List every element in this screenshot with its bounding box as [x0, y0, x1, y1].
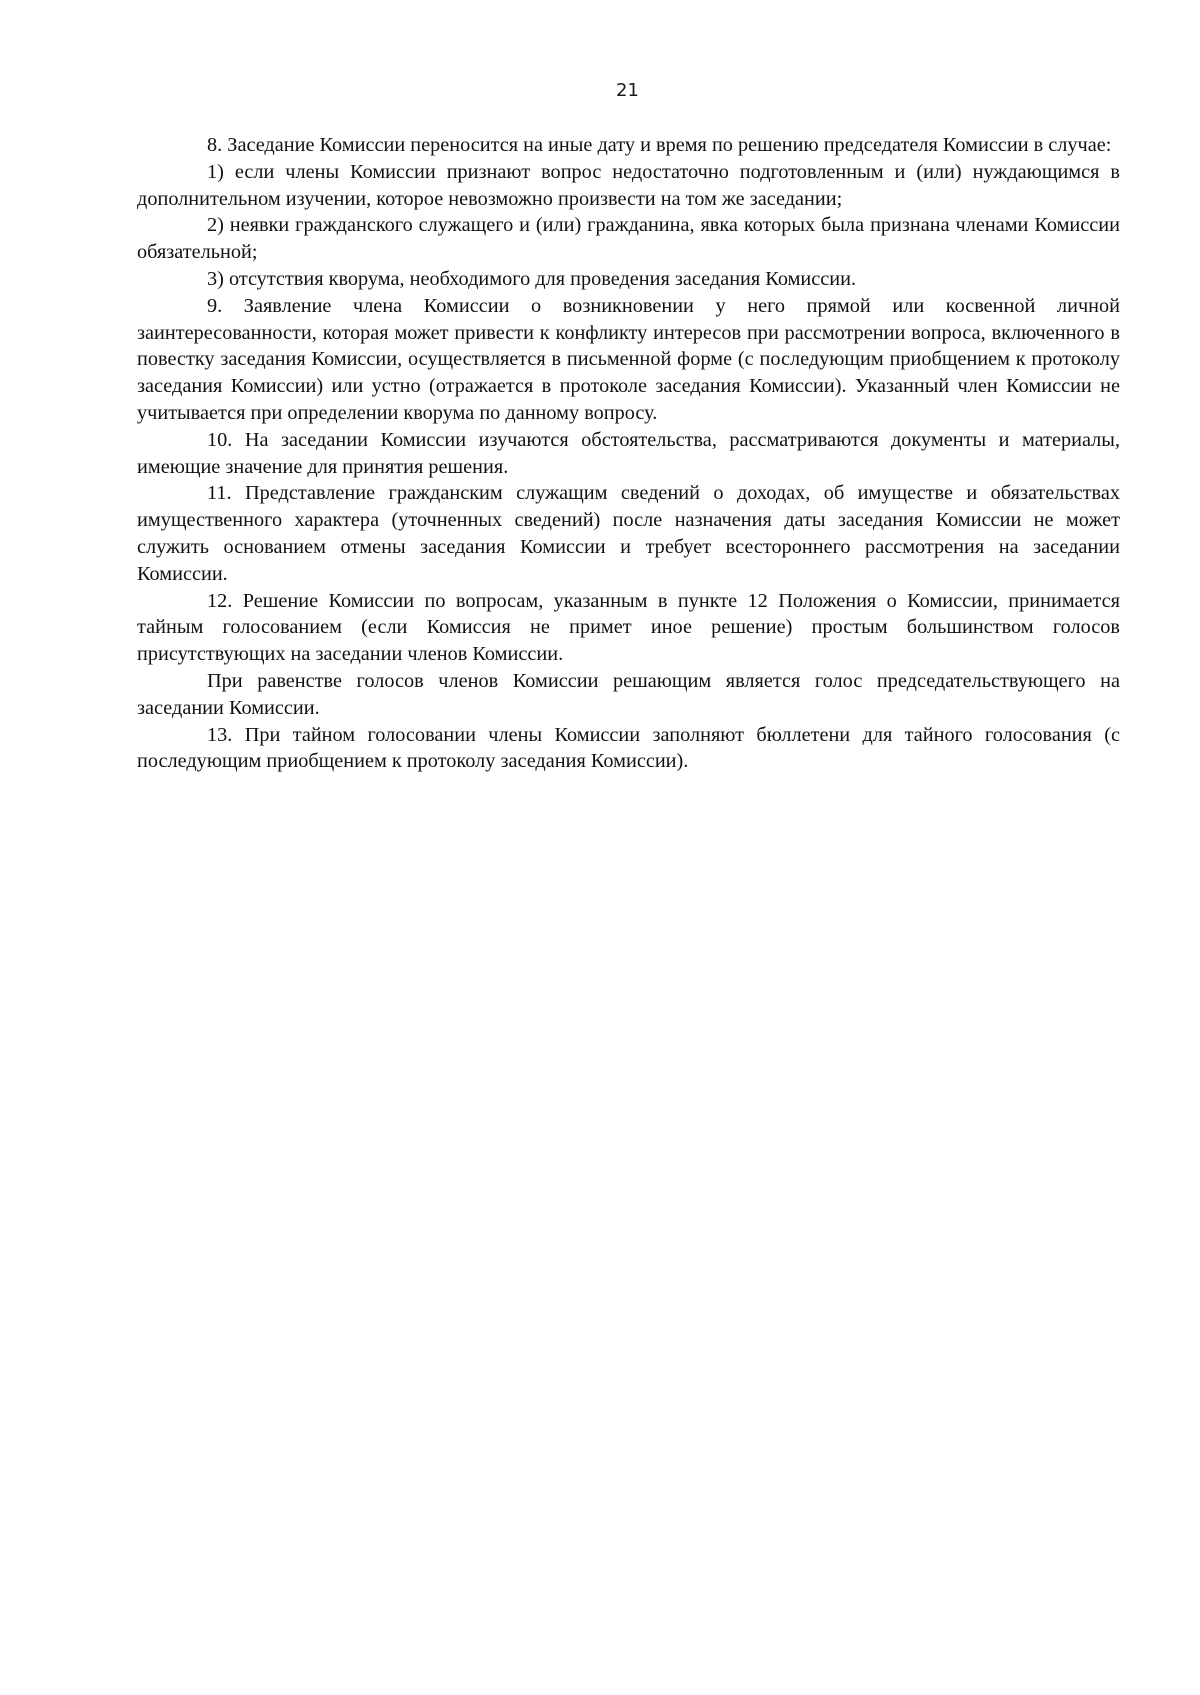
- paragraph-8-item-2: 2) неявки гражданского служащего и (или) гражданина, явка которых была признана членами Комиссии обязательной;: [137, 214, 1120, 264]
- page-number: 21: [616, 80, 639, 101]
- paragraph-12: 12. Решение Комиссии по вопросам, указанным в пункте 12 Положения о Комиссии, принимается тайным голосованием (если Комиссия не примет иное решение) простым большинством голосов присутствующих на заседании членов Комиссии.: [137, 589, 1120, 666]
- paragraph-10: 10. На заседании Комиссии изучаются обстоятельства, рассматриваются документы и материалы, имеющие значение для принятия решения.: [137, 428, 1120, 478]
- paragraph-12-continuation: При равенстве голосов членов Комиссии решающим является голос председательствующего на заседании Комиссии.: [137, 669, 1120, 719]
- paragraph-8-item-3: 3) отсутствия кворума, необходимого для проведения заседания Комиссии.: [207, 267, 857, 290]
- paragraph-11: 11. Представление гражданским служащим сведений о доходах, об имуществе и обязательствах имущественного характера (уточненных сведений) после назначения даты заседания Комиссии не может служить основанием отмены заседания Комиссии и требует всестороннего рассмотрения на заседании Комиссии.: [137, 482, 1120, 585]
- document-body: [137, 132, 1120, 775]
- paragraph-9: 9. Заявление члена Комиссии о возникновении у него прямой или косвенной личной заинтересованности, которая может привести к конфликту интересов при рассмотрении вопроса, включенного в повестку заседания Комиссии, осуществляется в письменной форме (с последующим приобщением к протоколу заседания Комиссии) или устно (отражается в протоколе заседания Комиссии). Указанный член Комиссии не учитывается при определении кворума по данному вопросу.: [137, 294, 1120, 424]
- paragraph-8: 8. Заседание Комиссии переносится на иные дату и время по решению председателя Комиссии в случае:: [207, 134, 1112, 156]
- paragraph-13: 13. При тайном голосовании члены Комиссии заполняют бюллетени для тайного голосования (с последующим приобщением к протоколу заседания Комиссии).: [137, 723, 1120, 773]
- paragraph-8-item-1: 1) если члены Комиссии признают вопрос недостаточно подготовленным и (или) нуждающимся в дополнительном изучении, которое невозможно произвести на том же заседании;: [137, 160, 1120, 210]
